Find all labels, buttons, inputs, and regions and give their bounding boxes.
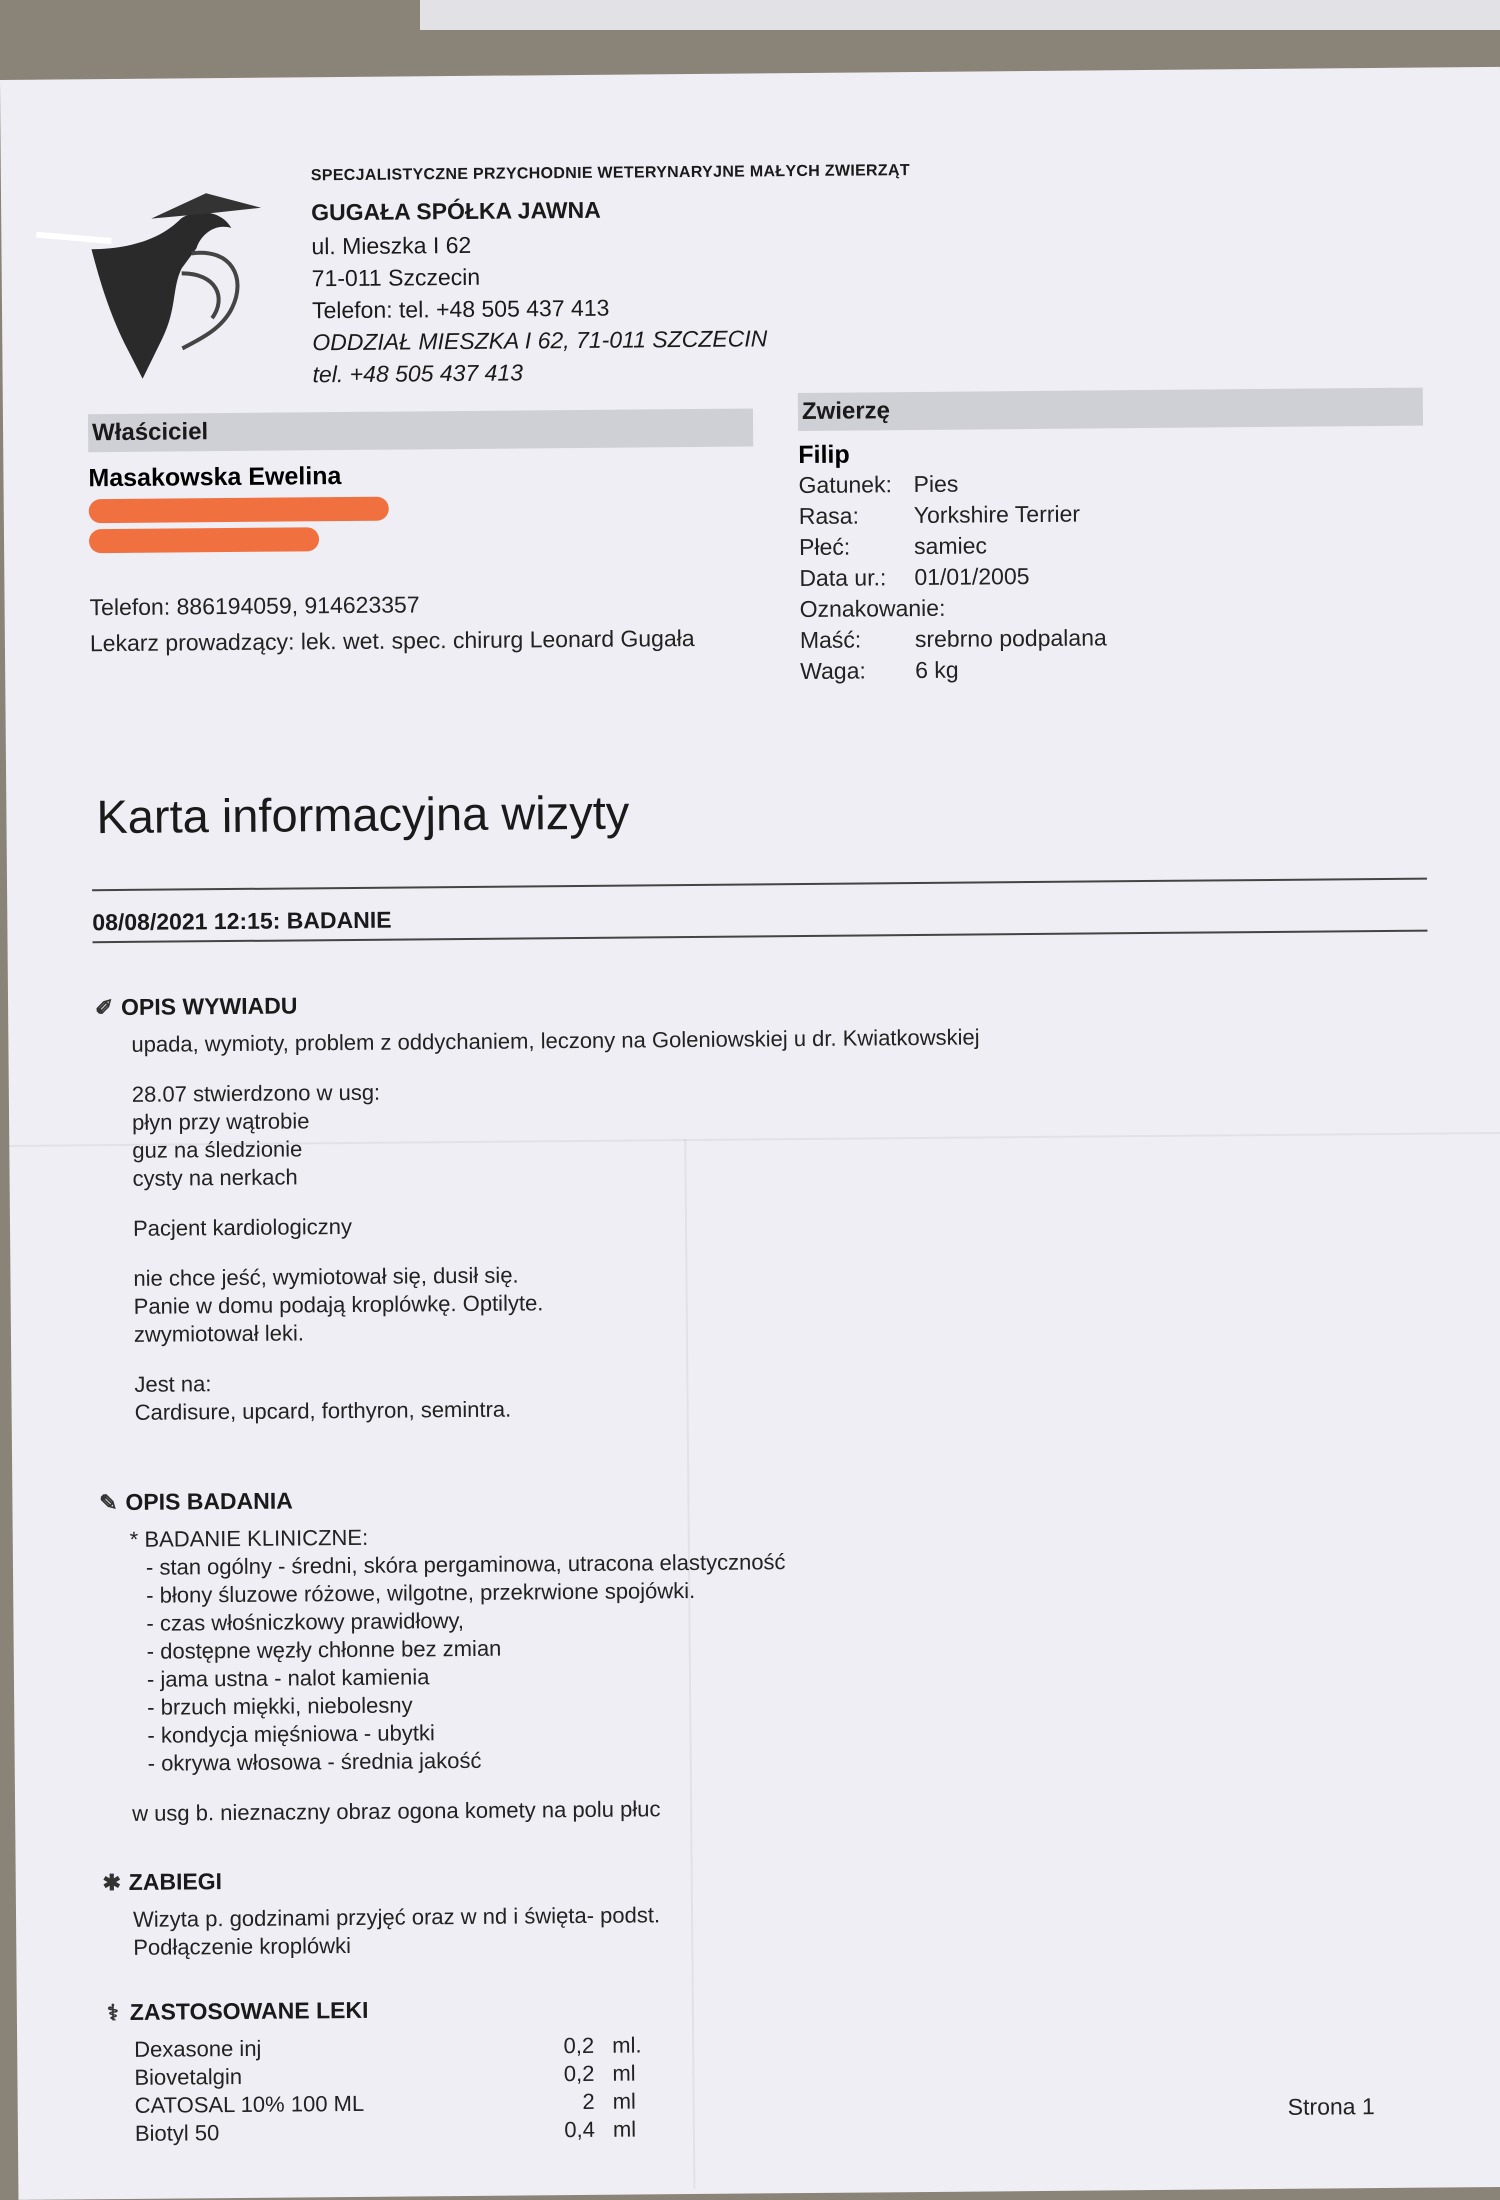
section-title: ZABIEGI bbox=[128, 1868, 223, 1895]
examination-icon: ✎ bbox=[99, 1489, 118, 1515]
clinic-name: GUGAŁA SPÓŁKA JAWNA bbox=[311, 196, 601, 226]
medication-table bbox=[102, 2031, 655, 2148]
redaction-mark bbox=[89, 497, 389, 524]
clinic-specialty: SPECJALISTYCZNE PRZYCHODNIE WETERYNARYJNE MAŁYCH ZWIERZĄT bbox=[310, 162, 910, 185]
section-title: ZASTOSOWANE LEKI bbox=[129, 1996, 369, 2025]
clinic-logo-icon bbox=[31, 178, 273, 390]
divider bbox=[92, 878, 1427, 892]
section-badanie bbox=[97, 1483, 787, 1828]
section-title: OPIS BADANIA bbox=[125, 1487, 293, 1515]
section-body: upada, wymioty, problem z oddychaniem, leczony na Goleniowskiej u dr. Kwiatkowskiej 28.07 stwierdzono w usg: płyn przy wątrobie guz na śledzionie cysty na nerkach Pacjent kardiologiczny nie chce jeść, wymiotował się, dusił się. Panie w domu podają kroplówkę. Optilyte. zwymiotował leki. Jest na: Cardisure, upcard, forthyron, semintra. bbox=[131, 1024, 980, 1425]
clinic-street: ul. Mieszka I 62 bbox=[311, 231, 472, 260]
section-body: * BADANIE KLINICZNE: - stan ogólny - średni, skóra pergaminowa, utracona elastyczność - błony śluzowe różowe, wilgotne, przekrwione spojówki. - czas włośniczkowy prawidłowy, - dostępne węzły chłonne bez zmian - jama ustna - nalot kamienia - brzuch miękki, niebolesny - kondycja mięśniowa - ubytki - okrywa włosowa - średnia jakość w usg b. nieznaczny obraz ogona komety na polu płuc bbox=[129, 1524, 786, 1826]
owner-phone: Telefon: 886194059, 914623357 bbox=[89, 591, 420, 621]
animal-field: Oznakowanie: bbox=[799, 594, 946, 623]
animal-field: Płeć: samiec bbox=[798, 532, 988, 561]
section-wywiad bbox=[93, 986, 983, 1427]
owner-name: Masakowska Ewelina bbox=[88, 462, 342, 493]
animal-field: Maść: srebrno podpalana bbox=[799, 624, 1107, 654]
clinic-city: 71-011 Szczecin bbox=[311, 263, 481, 292]
animal-section bbox=[798, 388, 1426, 687]
animal-field: Rasa: Yorkshire Terrier bbox=[798, 500, 1081, 530]
owner-header: Właściciel bbox=[88, 408, 753, 452]
medication-row: Biotyl 50 0,4 ml bbox=[134, 2116, 637, 2146]
background-sheet bbox=[420, 0, 1500, 30]
page-title: Karta informacyjna wizyty bbox=[96, 785, 630, 844]
document-page bbox=[0, 67, 1500, 2200]
animal-field: Gatunek: Pies bbox=[798, 470, 959, 499]
clinic-branch-phone: tel. +48 505 437 413 bbox=[312, 359, 524, 388]
clinic-branch: ODDZIAŁ MIESZKA I 62, 71-011 SZCZECIN bbox=[312, 325, 768, 356]
animal-name: Filip bbox=[798, 440, 850, 470]
interview-icon: ✐ bbox=[94, 994, 114, 1020]
medication-row: Dexasone inj 0,2 ml. bbox=[134, 2032, 642, 2062]
visit-heading: 08/08/2021 12:15: BADANIE bbox=[92, 906, 392, 936]
owner-section bbox=[88, 408, 755, 661]
animal-field: Waga: 6 kg bbox=[800, 656, 959, 685]
procedure-icon: ✱ bbox=[102, 1869, 122, 1895]
medication-row: Biovetalgin 0,2 ml bbox=[134, 2060, 636, 2090]
section-body: Wizyta p. godzinami przyjęć oraz w nd i święta- podst. Podłączenie kroplówki bbox=[132, 1902, 661, 1960]
attending-doctor: Lekarz prowadzący: lek. wet. spec. chirurg Leonard Gugała bbox=[89, 624, 695, 657]
clinic-phone: Telefon: tel. +48 505 437 413 bbox=[311, 294, 610, 324]
section-leki bbox=[102, 1994, 655, 2148]
pill-icon: ⚕ bbox=[106, 1999, 119, 2025]
clinic-header bbox=[311, 162, 912, 390]
redaction-mark bbox=[89, 527, 319, 553]
section-title: OPIS WYWIADU bbox=[120, 992, 298, 1020]
animal-field: Data ur.: 01/01/2005 bbox=[799, 563, 1030, 592]
page-number: Strona 1 bbox=[1287, 2093, 1375, 2120]
section-zabiegi bbox=[101, 1864, 661, 1962]
medication-row: CATOSAL 10% 100 ML 2 ml bbox=[134, 2088, 636, 2118]
animal-header: Zwierzę bbox=[798, 388, 1423, 431]
